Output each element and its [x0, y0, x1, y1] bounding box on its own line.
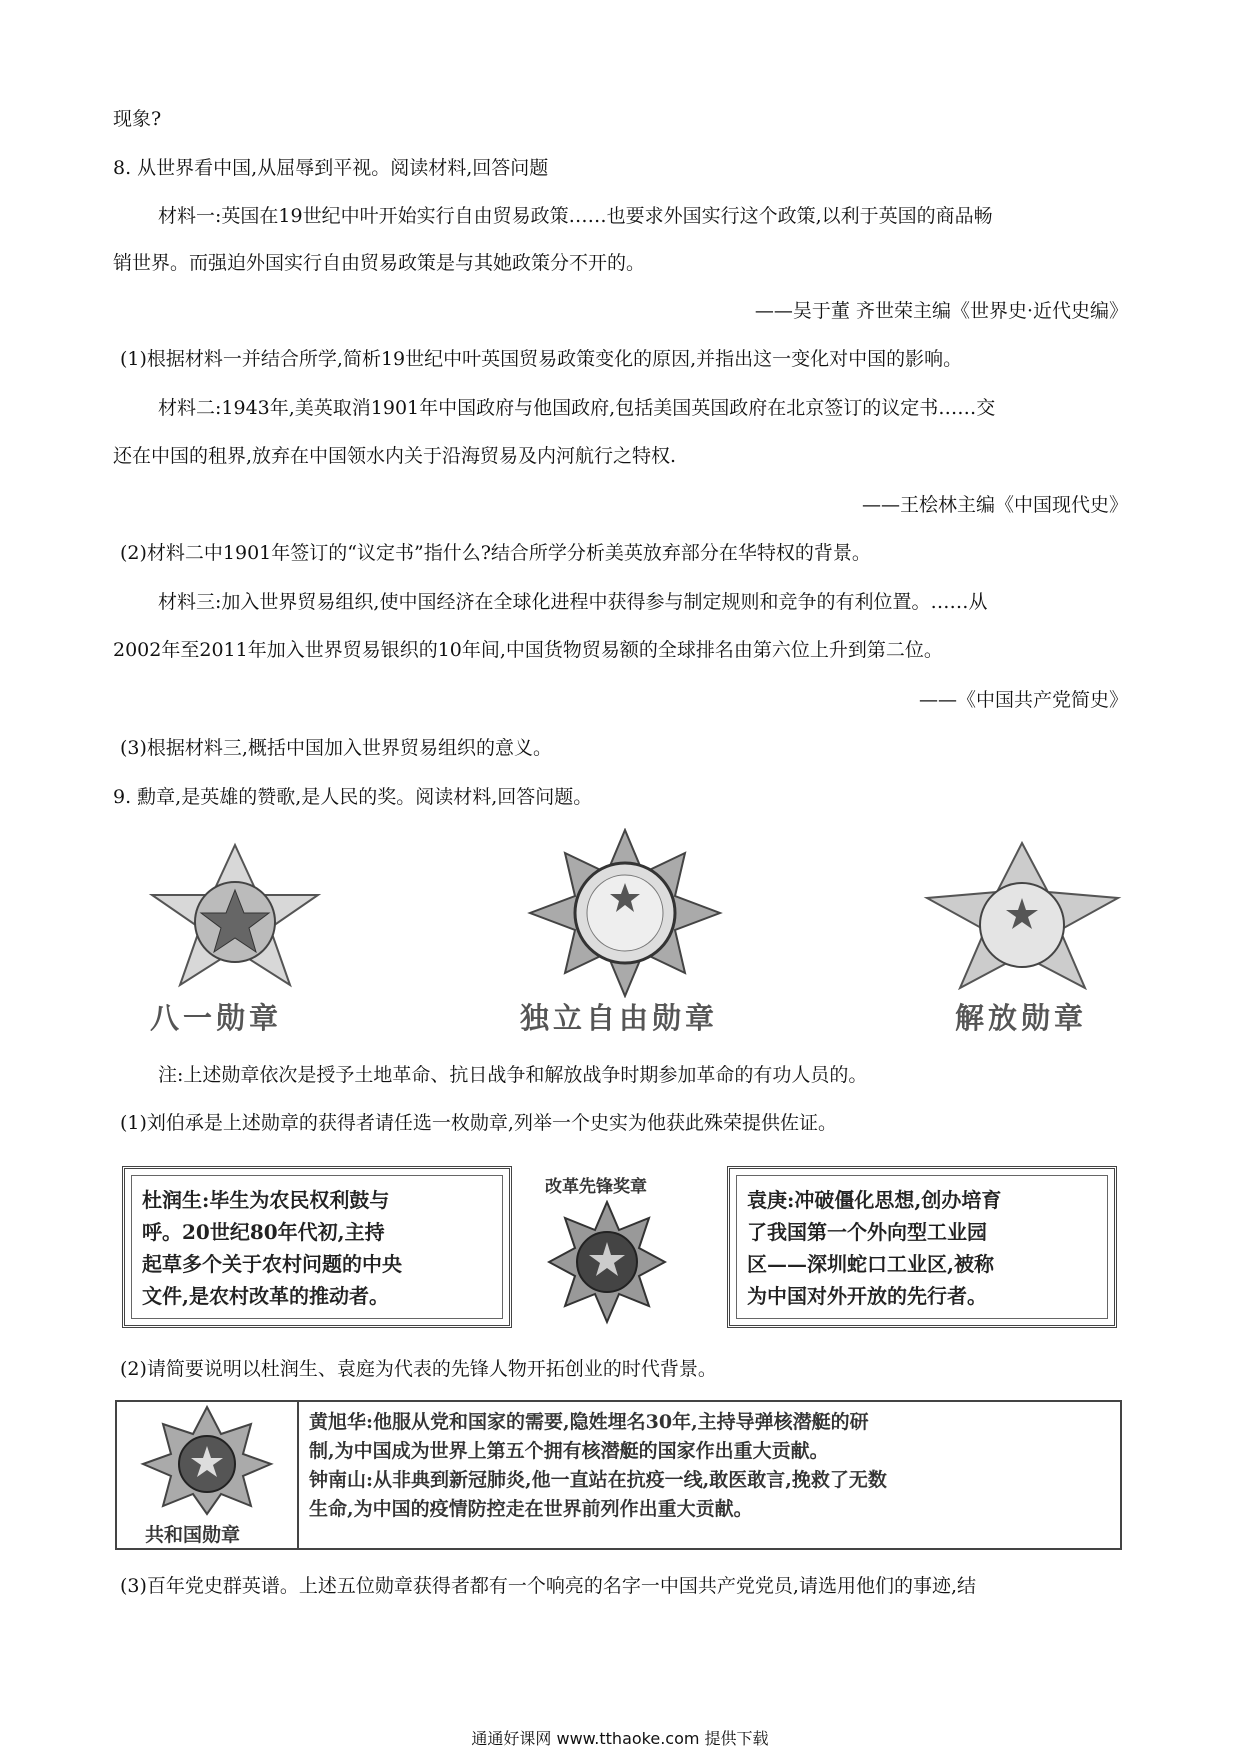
- du-line: 起草多个关于农村问题的中央: [142, 1252, 402, 1276]
- bayi-medal-label: 八一勋章: [150, 1001, 283, 1035]
- jiefang-medal-image: [920, 840, 1125, 990]
- republic-medal-title: 共和国勋章: [145, 1524, 241, 1546]
- yuan-line: 袁庚:冲破僵化思想,创办培育: [747, 1188, 1002, 1212]
- material-1-source: ——吴于董 齐世荣主编《世界史·近代史编》: [754, 300, 1128, 322]
- yuan-line: 为中国对外开放的先行者。: [747, 1284, 987, 1308]
- footer-watermark: 通通好课网 www.tthaoke.com 提供下载: [471, 1729, 769, 1748]
- yuan-line: 区——深圳蛇口工业区,被称: [747, 1252, 994, 1276]
- question-9-2: (2)请简要说明以杜润生、袁庭为代表的先锋人物开拓创业的时代背景。: [120, 1358, 717, 1380]
- republic-box-line: 黄旭华:他服从党和国家的需要,隐姓埋名30年,主持导弹核潜艇的研: [309, 1411, 869, 1433]
- gaige-medal-image: [547, 1200, 667, 1325]
- republic-box-line: 钟南山:从非典到新冠肺炎,他一直站在抗疫一线,敢医敢言,挽救了无数: [309, 1469, 887, 1491]
- republic-medal-panel: [117, 1402, 299, 1548]
- jiefang-medal-label: 解放勋章: [955, 1001, 1088, 1035]
- material-2-text-cont: 还在中国的租界,放弃在中国领水内关于沿海贸易及内河航行之特权.: [113, 445, 677, 467]
- medal-note: 注:上述勋章依次是授予土地革命、抗日战争和解放战争时期参加革命的有功人员的。: [158, 1064, 868, 1086]
- material-2-source: ——王桧林主编《中国现代史》: [861, 494, 1128, 516]
- duli-medal-image: [525, 828, 725, 998]
- question-8-1: (1)根据材料一并结合所学,简析19世纪中叶英国贸易政策变化的原因,并指出这一变化对中国的影响。: [120, 348, 963, 370]
- republic-box-line: 生命,为中国的疫情防控走在世界前列作出重大贡献。: [309, 1498, 753, 1520]
- bayi-medal-image: [140, 840, 330, 990]
- material-3-text: 材料三:加入世界贸易组织,使中国经济在全球化进程中获得参与制定规则和竞争的有利位置。……从: [158, 591, 988, 613]
- du-runsheng-box: [122, 1166, 512, 1328]
- question-9-1: (1)刘伯承是上述勋章的获得者请任选一枚勋章,列举一个史实为他获此殊荣提供佐证。: [120, 1112, 837, 1134]
- text-line: 现象?: [113, 108, 162, 130]
- material-1-text: 材料一:英国在19世纪中叶开始实行自由贸易政策……也要求外国实行这个政策,以利于英国的商品畅: [158, 205, 993, 227]
- material-3-text-cont: 2002年至2011年加入世界贸易银织的10年间,中国货物贸易额的全球排名由第六位上升到第二位。: [113, 639, 943, 661]
- question-8-title: 8. 从世界看中国,从屈辱到平视。阅读材料,回答问题: [113, 157, 549, 179]
- yuan-geng-box: [727, 1166, 1117, 1328]
- question-8-2: (2)材料二中1901年签订的“议定书”指什么?结合所学分析美英放弃部分在华特权的背景。: [120, 542, 871, 564]
- gaige-medal-title: 改革先锋奖章: [545, 1177, 647, 1197]
- republic-box-line: 制,为中国成为世界上第五个拥有核潜艇的国家作出重大贡献。: [309, 1440, 829, 1462]
- question-9-title: 9. 勳章,是英雄的赞歌,是人民的奖。阅读材料,回答问题。: [113, 786, 593, 808]
- material-3-source: ——《中国共产党简史》: [918, 689, 1128, 711]
- republic-medal-box: [115, 1400, 1122, 1550]
- question-8-3: (3)根据材料三,概括中国加入世界贸易组织的意义。: [120, 737, 552, 759]
- du-line: 呼。20世纪80年代初,主持: [142, 1220, 385, 1244]
- yuan-line: 了我国第一个外向型工业园: [747, 1220, 987, 1244]
- du-line: 文件,是农村改革的推动者。: [142, 1284, 389, 1308]
- duli-medal-label: 独立自由勋章: [520, 1001, 719, 1035]
- question-9-3: (3)百年党史群英谱。上述五位勋章获得者都有一个响亮的名字一中国共产党党员,请选用他们的事迹,结: [120, 1575, 976, 1597]
- material-2-text: 材料二:1943年,美英取消1901年中国政府与他国政府,包括美国英国政府在北京签订的议定书……交: [158, 397, 996, 419]
- republic-medal-image: [117, 1402, 297, 1517]
- du-line: 杜润生:毕生为农民权利鼓与: [142, 1188, 390, 1212]
- material-1-text-cont: 销世界。而强迫外国实行自由贸易政策是与其她政策分不开的。: [113, 252, 646, 274]
